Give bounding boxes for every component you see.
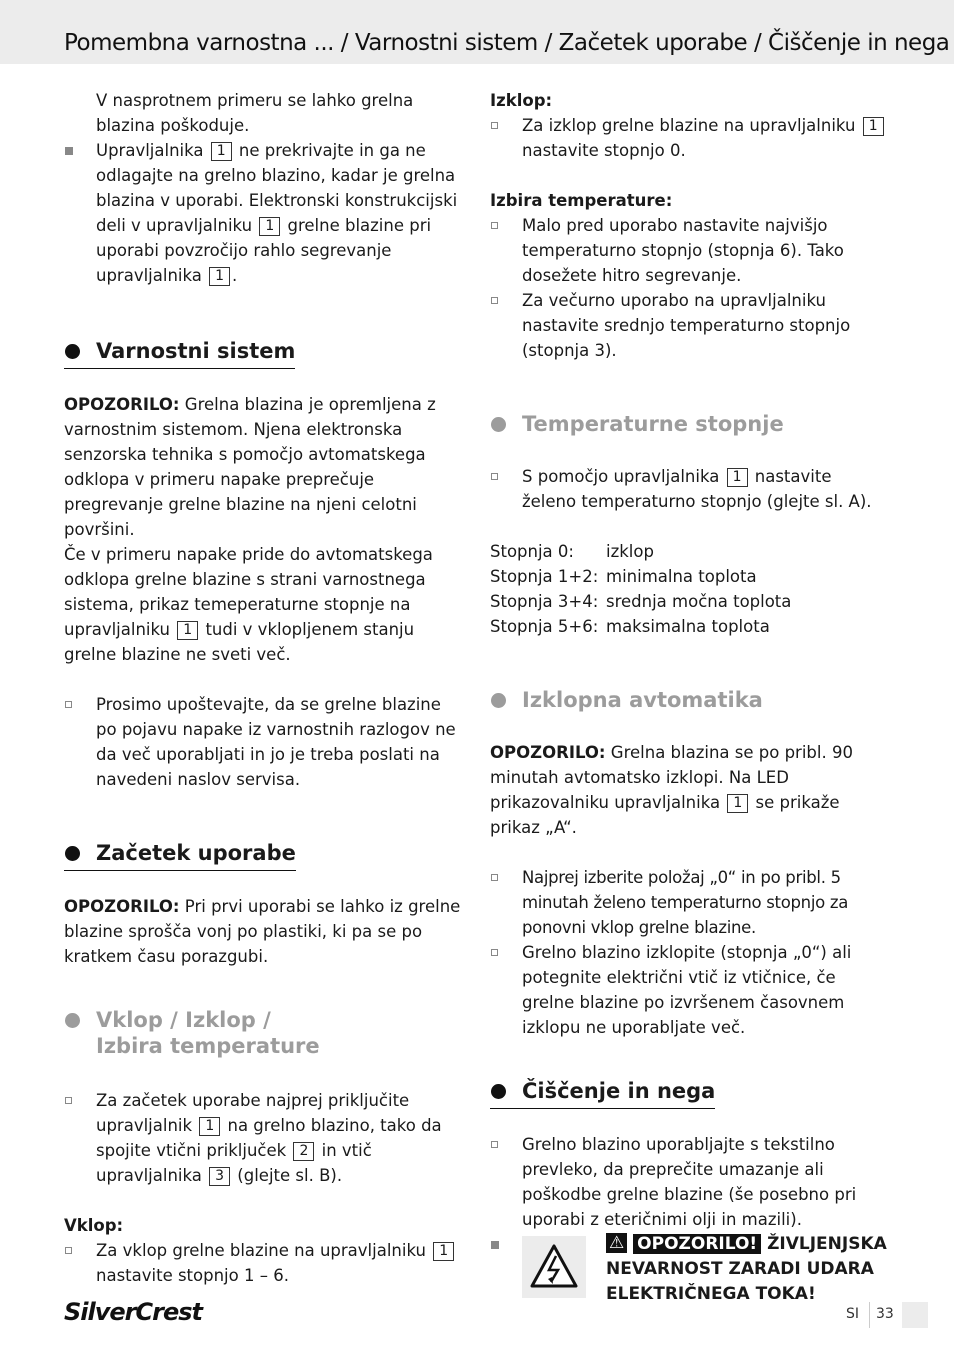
list-item <box>64 138 464 288</box>
subheading: Vklop: <box>64 1216 124 1235</box>
paragraph: OPOZORILO: Pri prvi uporabi se lahko iz grelne blazine sprošča vonj po plastiki, ki pa se po kratkem času porazgubi. <box>64 897 461 966</box>
ref-box: 3 <box>209 1167 230 1186</box>
divider <box>869 1302 870 1328</box>
square-bullet-icon <box>491 122 498 129</box>
list-item: Za vklop grelne blazine na upravljalniku 1 nastavite stopnjo 1 – 6. <box>64 1238 464 1288</box>
square-bullet-icon <box>491 297 498 304</box>
list-item: Prosimo upoštevajte, da se grelne blazine po pojavu napake iz varnostnih razlogov ne da več uporabljati in jo je treba poslati na navedeni naslov servisa. <box>64 692 464 792</box>
temp-level-row: Stopnja 5+6: maksimalna toplota <box>490 617 770 636</box>
paragraph: Upravljalnika 1 ne prekrivajte in ga ne odlagajte na grelno blazino, kadar je grelna blazina v uporabi. Elektronski konstrukcijski deli v upravljalniku 1 grelne blazine pri uporabi povzročijo rahlo segrevanje upravljalnika 1 . <box>96 141 458 285</box>
list-item: Najprej izberite položaj „0“ in po pribl. 5 minutah želeno temperaturno stopnjo za ponovni vklop grelne blazine. <box>490 865 890 940</box>
ref-box: 1 <box>259 217 280 236</box>
subheading: Izbira temperature: <box>490 191 673 210</box>
temp-level-row: Stopnja 3+4: srednja močna toplota <box>490 592 792 611</box>
square-bullet-icon <box>65 1247 72 1254</box>
list-item <box>64 88 464 138</box>
section-heading-vklop: Vklop / Izklop / Izbira temperature <box>64 1007 320 1059</box>
section-heading-temp: Temperaturne stopnje <box>490 411 784 437</box>
square-bullet-icon <box>65 1097 72 1104</box>
ref-box: 1 <box>727 468 748 487</box>
bullet-dot-icon <box>491 417 506 432</box>
ref-box: 2 <box>293 1142 314 1161</box>
subheading: Izklop: <box>490 91 553 110</box>
paragraph: V nasprotnem primeru se lahko grelna blazina poškoduje. <box>96 91 414 135</box>
section-heading-zacetek: Začetek uporabe <box>64 840 296 871</box>
list-item: S pomočjo upravljalnika 1 nastavite želeno temperaturno stopnjo (glejte sl. A). <box>490 464 890 514</box>
left-column <box>64 88 464 1288</box>
section-heading-varnostni: Varnostni sistem <box>64 338 295 369</box>
ref-box: 1 <box>211 142 232 161</box>
ref-box: 1 <box>209 267 230 286</box>
list-item: Grelno blazino izklopite (stopnja „0“) ali potegnite električni vtič iz vtičnice, če grelne blazine po izvršenem časovnem izklopu ne uporabljate več. <box>490 940 890 1040</box>
page-number: 33 <box>876 1306 894 1322</box>
square-bullet-icon <box>491 473 498 480</box>
bullet-dot-icon <box>491 693 506 708</box>
filled-square-bullet-icon <box>491 1241 499 1249</box>
list-item: Za začetek uporabe najprej priključite upravljalnik 1 na grelno blazino, tako da spojite vtični priključek 2 in vtič upravljalnika 3 (glejte sl. B). <box>64 1088 464 1188</box>
square-bullet-icon <box>491 874 498 881</box>
square-bullet-icon <box>491 1141 498 1148</box>
paragraph: OPOZORILO: Grelna blazina se po pribl. 90 minutah avtomatsko izklopi. Na LED prikazovalniku upravljalnika 1 se prikaže prikaz „A“. <box>490 743 853 837</box>
section-heading-izklopna: Izklopna avtomatika <box>490 687 763 713</box>
bullet-dot-icon <box>491 1084 506 1099</box>
page-tab-marker <box>902 1302 928 1328</box>
section-heading-ciscenje: Čiščenje in nega <box>490 1078 715 1109</box>
warning-text: ⚠ OPOZORILO! ŽIVLJENJSKA NEVARNOST ZARADI UDARA ELEKTRIČNEGA TOKA! <box>606 1233 887 1304</box>
paragraph: OPOZORILO: Grelna blazina je opremljena z varnostnim sistemom. Njena elektronska senzorska tehnika s pomočjo avtomatskega odklopa v primeru napake preprečuje pregrevanje grelne blazine na njeni celotni površini. <box>64 395 436 539</box>
list-item: Malo pred uporabo nastavite najvišjo temperaturno stopnjo (stopnja 6). Tako dosežete hitro segrevanje. <box>490 213 890 288</box>
language-code: SI <box>846 1306 860 1322</box>
ref-box: 1 <box>199 1117 220 1136</box>
warning-block <box>490 1232 890 1308</box>
ref-box: 1 <box>727 794 748 813</box>
page-header <box>0 0 954 64</box>
square-bullet-icon <box>491 949 498 956</box>
right-column <box>490 88 890 1308</box>
square-bullet-icon <box>491 222 498 229</box>
paragraph: Če v primeru napake pride do avtomatskega odklopa grelne blazine s strani varnostnega sistema, prikaz temeperaturne stopnje na upravljalniku 1 tudi v vklopljenem stanju grelne blazine ne sveti več. <box>64 545 433 664</box>
list-item: Za večurno uporabo na upravljalniku nastavite srednjo temperaturno stopnjo (stopnja 3). <box>490 288 890 363</box>
brand-logo: SilverCrest <box>64 1298 202 1326</box>
ref-box: 1 <box>177 621 198 640</box>
warning-label: OPOZORILO! <box>633 1234 761 1254</box>
page-title: Pomembna varnostna ... / Varnostni sistem / Začetek uporabe / Čiščenje in nega <box>64 30 950 56</box>
temp-level-row: Stopnja 1+2: minimalna toplota <box>490 567 757 586</box>
temp-level-row: Stopnja 0: izklop <box>490 542 654 561</box>
square-bullet-icon <box>65 701 72 708</box>
list-item: Za izklop grelne blazine na upravljalniku 1 nastavite stopnjo 0. <box>490 113 890 163</box>
bullet-dot-icon <box>65 846 80 861</box>
filled-square-bullet-icon <box>65 147 73 155</box>
bullet-dot-icon <box>65 344 80 359</box>
electric-hazard-icon <box>522 1236 586 1298</box>
ref-box: 1 <box>863 117 884 136</box>
ref-box: 1 <box>433 1242 454 1261</box>
warning-triangle-icon: ⚠ <box>606 1233 627 1253</box>
bullet-dot-icon <box>65 1013 80 1028</box>
list-item: Grelno blazino uporabljajte s tekstilno prevleko, da preprečite umazanje ali poškodbe grelne blazine (še posebno pri uporabi z eteričnimi olji in mazili). <box>490 1132 890 1232</box>
